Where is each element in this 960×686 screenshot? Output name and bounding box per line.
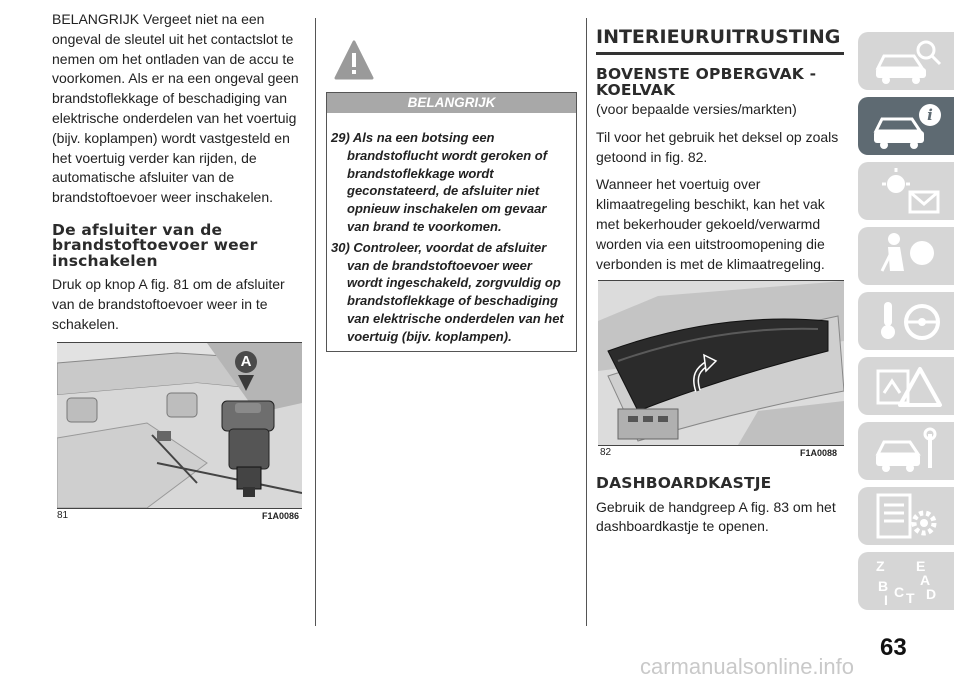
versions-note: (voor bepaalde versies/markten) <box>596 101 797 117</box>
column-divider-right <box>586 18 587 626</box>
car-info-icon <box>868 97 948 155</box>
svg-text:i: i <box>927 106 933 124</box>
figure-82-number: 82 <box>600 447 612 458</box>
warning-box-title: BELANGRIJK <box>327 93 576 113</box>
index-letter: Z <box>876 558 885 574</box>
index-letter: C <box>894 584 905 600</box>
column-divider-left <box>315 18 316 626</box>
index-letter: D <box>926 586 937 602</box>
glovebox-paragraph: Gebruik de handgreep A fig. 83 om het dashboardkastje te openen. <box>596 498 836 535</box>
index-letter: T <box>906 590 915 606</box>
key-steering-wheel-icon <box>870 292 950 350</box>
right-column <box>596 26 844 274</box>
climate-paragraph: Wanneer het voertuig over klimaatregeling beschikt, kan het vak met bekerhouder gekoeld/verwarmd worden via een uitstroomopening die verbonden is met de klimaatregeling. <box>596 176 825 272</box>
tab-safety[interactable] <box>858 227 954 285</box>
upper-compartment-illustration <box>598 281 844 445</box>
warning-lights-icon <box>870 162 950 220</box>
warning-box <box>326 92 577 352</box>
callout-arrow-icon <box>238 375 254 391</box>
warning-list <box>327 113 576 346</box>
tab-technical-data[interactable] <box>858 487 954 545</box>
warning-triangle-icon <box>334 40 374 87</box>
tab-emergency[interactable] <box>858 357 954 415</box>
warning-triangle-icon <box>870 357 950 415</box>
tab-maintenance[interactable] <box>858 422 954 480</box>
index-letter: A <box>920 572 931 588</box>
airbag-seat-icon <box>870 227 950 285</box>
warning-item: 30) Controleer, voordat de afsluiter van de brandstoftoevoer weer wordt ingeschakeld, zorgvuldig op brandstoflekkage of beschadiging van elektrische onderdelen van het voertuig (bijv. koplampen). <box>331 239 564 344</box>
lift-lid-paragraph: Til voor het gebruik het deksel op zoals getoond in fig. 82. <box>596 128 839 165</box>
page-number: 63 <box>880 634 907 661</box>
figure-82-code: F1A0088 <box>800 448 838 458</box>
tab-car-overview[interactable] <box>858 32 954 90</box>
section-heading-upper-compartment: BOVENSTE OPBERGVAK - KOELVAK <box>596 65 817 99</box>
intro-paragraph: BELANGRIJK Vergeet niet na een ongeval de sleutel uit het contactslot te nemen om het ontladen van de accu te voorkomen. Als er na een ongeval geen brandstoflekkage of beschadiging van elektrische onderdelen van het voertuig (bijv. koplampen) wordt vastgesteld en het voertuig verder kan rijden, de automatische afsluiter van de brandstoftoevoer weer inschakelen. <box>52 11 299 206</box>
section-heading-glovebox: DASHBOARDKASTJE <box>596 474 772 492</box>
figure-81 <box>57 342 302 509</box>
fuel-cutoff-paragraph: Druk op knop A fig. 81 om de afsluiter van de brandstoftoevoer weer in te schakelen. <box>52 276 285 333</box>
tab-starting-driving[interactable] <box>858 292 954 350</box>
tab-warning-lights[interactable] <box>858 162 954 220</box>
section-heading-fuel-cutoff: De afsluiter van de brandstoftoevoer weer inschakelen <box>52 220 258 270</box>
alphabet-index-icon <box>876 558 936 606</box>
chapter-title: INTERIEURUITRUSTING <box>596 26 844 55</box>
warning-item: 29) Als na een botsing een brandstoflucht wordt geroken of brandstoflekkage wordt geconstateerd, de afsluiter niet opnieuw inschakelen om gevaar van brand te voorkomen. <box>331 130 548 234</box>
figure-81-code: F1A0086 <box>262 511 300 521</box>
figure-81-number: 81 <box>57 510 69 521</box>
index-letter: E <box>916 558 926 574</box>
figure-82 <box>598 280 844 446</box>
index-letter: B <box>878 578 889 594</box>
car-service-icon <box>870 422 950 480</box>
dashboard-section <box>596 466 844 537</box>
watermark: carmanualsonline.info <box>640 654 855 679</box>
tab-car-info[interactable] <box>858 97 954 155</box>
index-letter: I <box>884 592 888 608</box>
fuel-cutoff-switch-illustration <box>57 343 302 508</box>
left-column <box>52 10 304 335</box>
car-search-icon <box>870 32 950 90</box>
callout-a-badge: A <box>235 351 257 373</box>
tab-index[interactable] <box>858 552 954 610</box>
specifications-gear-icon <box>870 487 950 545</box>
